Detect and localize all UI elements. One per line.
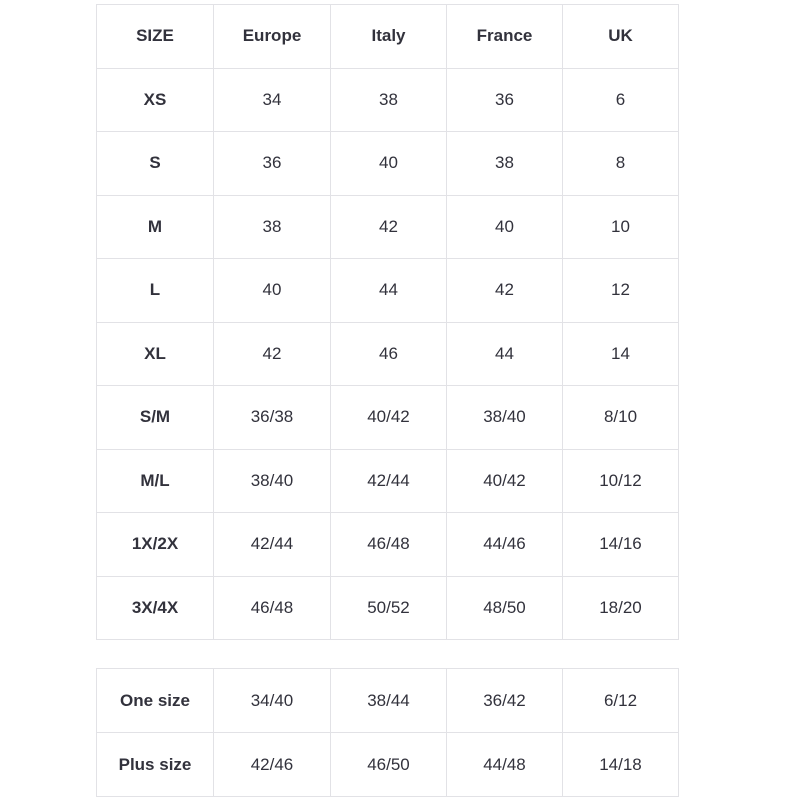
cell-italy: 40 [331, 132, 447, 196]
cell-italy: 46 [331, 322, 447, 386]
cell-italy: 46/50 [331, 733, 447, 797]
cell-uk: 6/12 [563, 669, 679, 733]
cell-uk: 8 [563, 132, 679, 196]
cell-france: 44/46 [447, 513, 563, 577]
row-label: S [97, 132, 214, 196]
cell-europe: 38 [214, 195, 331, 259]
cell-france: 40 [447, 195, 563, 259]
row-label: 3X/4X [97, 576, 214, 640]
cell-france: 44 [447, 322, 563, 386]
cell-italy: 50/52 [331, 576, 447, 640]
cell-france: 38 [447, 132, 563, 196]
row-label: One size [97, 669, 214, 733]
row-label: Plus size [97, 733, 214, 797]
cell-italy: 46/48 [331, 513, 447, 577]
table-row [97, 513, 679, 577]
cell-europe: 42/44 [214, 513, 331, 577]
cell-europe: 46/48 [214, 576, 331, 640]
table-row [97, 733, 679, 797]
cell-europe: 42/46 [214, 733, 331, 797]
cell-europe: 34 [214, 68, 331, 132]
table-row [97, 576, 679, 640]
table-row [97, 259, 679, 323]
cell-france: 38/40 [447, 386, 563, 450]
cell-italy: 42/44 [331, 449, 447, 513]
column-header-europe: Europe [214, 5, 331, 69]
column-header-france: France [447, 5, 563, 69]
cell-uk: 10 [563, 195, 679, 259]
cell-france: 40/42 [447, 449, 563, 513]
cell-italy: 38 [331, 68, 447, 132]
cell-europe: 40 [214, 259, 331, 323]
cell-europe: 36/38 [214, 386, 331, 450]
cell-uk: 14/16 [563, 513, 679, 577]
row-label: XS [97, 68, 214, 132]
row-label: L [97, 259, 214, 323]
cell-uk: 14/18 [563, 733, 679, 797]
column-header-italy: Italy [331, 5, 447, 69]
row-label: M/L [97, 449, 214, 513]
row-label: S/M [97, 386, 214, 450]
cell-uk: 10/12 [563, 449, 679, 513]
row-label: 1X/2X [97, 513, 214, 577]
table-row [97, 386, 679, 450]
row-label: M [97, 195, 214, 259]
cell-europe: 38/40 [214, 449, 331, 513]
size-conversion-table [96, 4, 679, 640]
table-row [97, 68, 679, 132]
table-row [97, 322, 679, 386]
table-row [97, 132, 679, 196]
cell-italy: 44 [331, 259, 447, 323]
cell-france: 44/48 [447, 733, 563, 797]
column-header-size: SIZE [97, 5, 214, 69]
cell-france: 42 [447, 259, 563, 323]
cell-uk: 8/10 [563, 386, 679, 450]
cell-uk: 14 [563, 322, 679, 386]
cell-uk: 12 [563, 259, 679, 323]
table-row [97, 195, 679, 259]
cell-europe: 34/40 [214, 669, 331, 733]
table-row [97, 669, 679, 733]
cell-europe: 42 [214, 322, 331, 386]
row-label: XL [97, 322, 214, 386]
cell-europe: 36 [214, 132, 331, 196]
cell-uk: 6 [563, 68, 679, 132]
one-size-plus-size-table [96, 668, 679, 797]
table-row [97, 449, 679, 513]
cell-france: 48/50 [447, 576, 563, 640]
cell-italy: 40/42 [331, 386, 447, 450]
cell-italy: 38/44 [331, 669, 447, 733]
column-header-uk: UK [563, 5, 679, 69]
table-header-row [97, 5, 679, 69]
cell-uk: 18/20 [563, 576, 679, 640]
cell-italy: 42 [331, 195, 447, 259]
cell-france: 36 [447, 68, 563, 132]
cell-france: 36/42 [447, 669, 563, 733]
